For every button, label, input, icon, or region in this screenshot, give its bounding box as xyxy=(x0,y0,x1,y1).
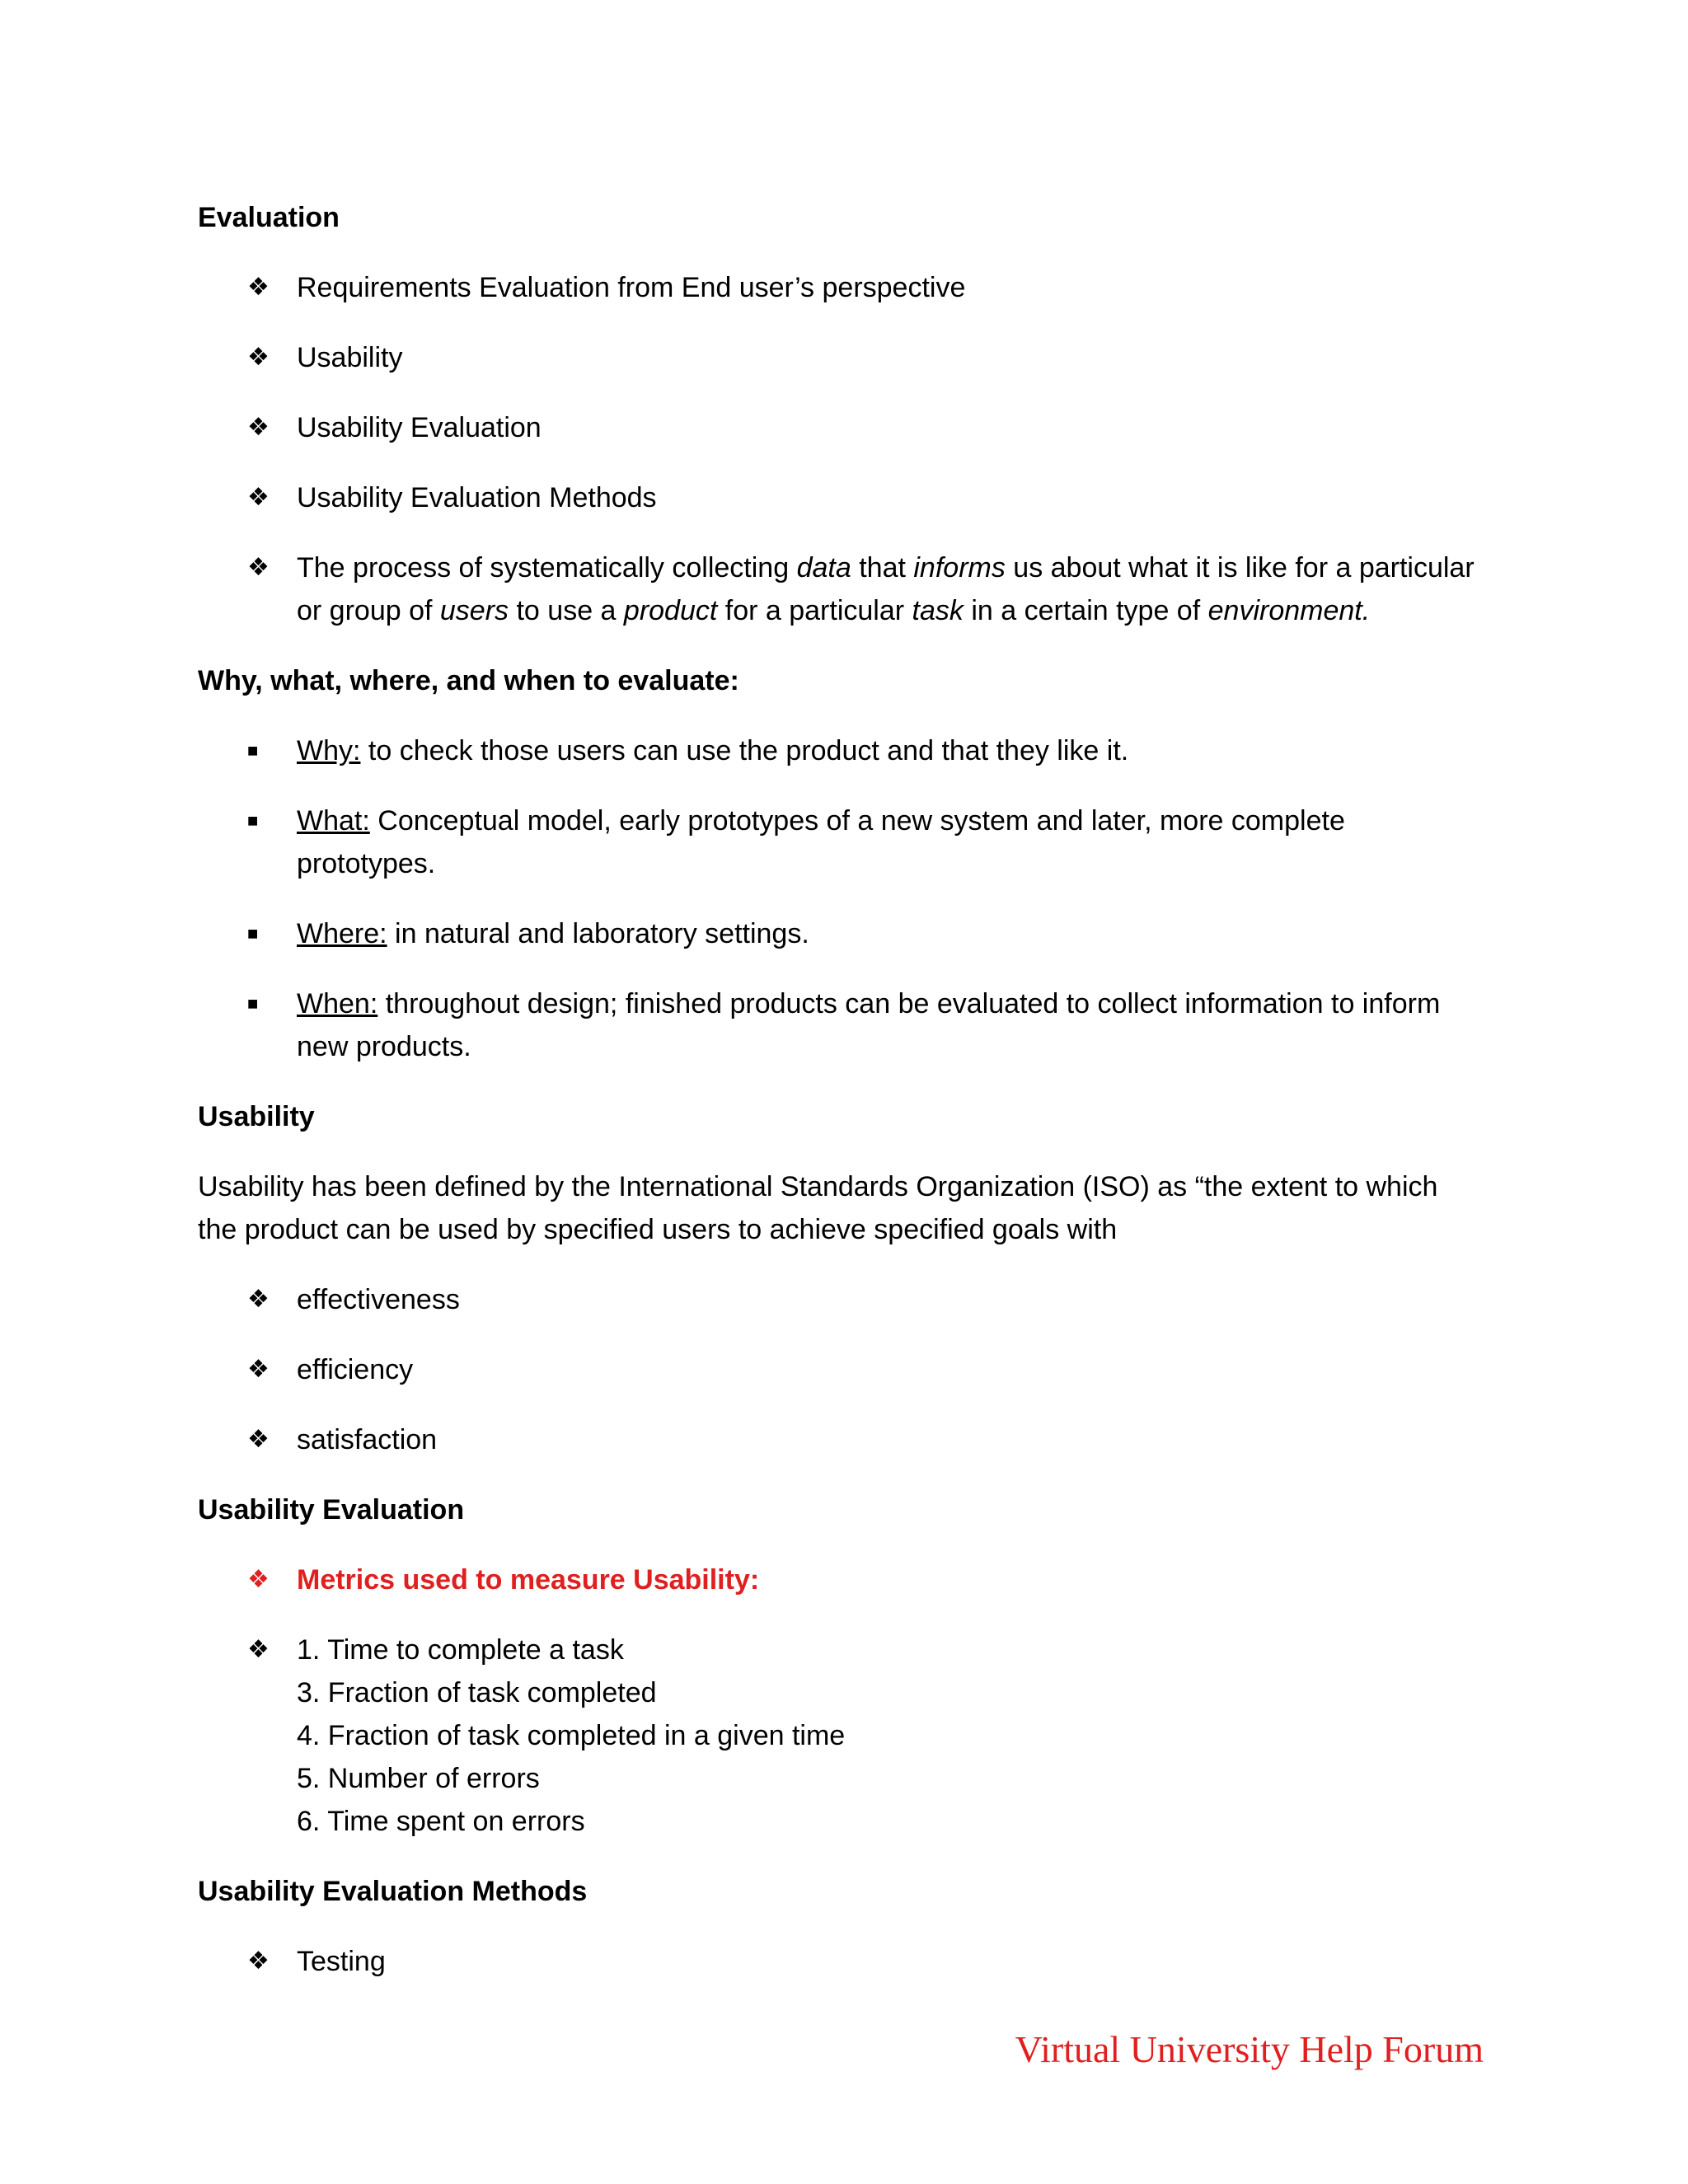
square-bullet-icon: ■ xyxy=(247,923,259,944)
metric-line: 5. Number of errors xyxy=(297,1763,540,1794)
diamond-bullet-icon: ❖ xyxy=(247,1636,270,1663)
diamond-bullet-icon: ❖ xyxy=(247,554,270,581)
list-item-text: Usability Evaluation xyxy=(297,412,542,443)
metrics-label-item xyxy=(198,1558,1484,1601)
evaluation-list xyxy=(198,266,1484,632)
evaluation-definition-item xyxy=(198,546,1484,632)
square-bullet-icon: ■ xyxy=(247,740,259,761)
heading-usability-evaluation-methods: Usability Evaluation Methods xyxy=(198,1876,588,1907)
list-item-text: to check those users can use the product and that they like it. xyxy=(360,735,1129,766)
list-item-text: Usability xyxy=(297,342,403,373)
list-item xyxy=(198,266,1484,309)
metric-line: 1. Time to complete a task xyxy=(297,1634,624,1666)
list-item-text: Requirements Evaluation from End user’s perspective xyxy=(297,272,966,303)
list-item-text: Usability Evaluation Methods xyxy=(297,482,657,513)
definition-text: The process of systematically collecting data that informs us about what it is like for a particular or group of users to use a product for a particular task in a certain type of environment. xyxy=(297,552,1475,626)
list-item-text: in natural and laboratory settings. xyxy=(387,918,809,949)
list-item xyxy=(198,476,1484,519)
heading-usability-evaluation: Usability Evaluation xyxy=(198,1494,465,1526)
square-bullet-icon: ■ xyxy=(247,810,259,831)
footer-watermark: Virtual University Help Forum xyxy=(1015,2028,1484,2070)
square-bullet-icon: ■ xyxy=(247,993,259,1014)
diamond-bullet-icon: ❖ xyxy=(247,274,270,301)
list-item-text: Conceptual model, early prototypes of a new system and later, more complete prototypes. xyxy=(297,805,1345,879)
metric-line: 3. Fraction of task completed xyxy=(297,1677,657,1708)
list-item-text: efficiency xyxy=(297,1354,414,1385)
diamond-bullet-icon: ❖ xyxy=(247,1947,270,1975)
metric-line: 4. Fraction of task completed in a given time xyxy=(297,1720,846,1751)
metrics-list-item xyxy=(198,1629,1484,1843)
diamond-bullet-icon: ❖ xyxy=(247,1286,270,1313)
usability-paragraph: Usability has been defined by the International Standards Organization (ISO) as “the extent to which the product can be used by specified users to achieve specified goals with xyxy=(198,1171,1438,1245)
diamond-bullet-icon: ❖ xyxy=(247,414,270,441)
list-item-text: throughout design; finished products can be evaluated to collect information to inform new products. xyxy=(297,988,1441,1062)
usability-evaluation-list xyxy=(198,1558,1484,1843)
list-item xyxy=(198,1418,1484,1461)
list-item-label: Where: xyxy=(297,918,387,949)
diamond-bullet-icon: ❖ xyxy=(247,484,270,511)
heading-why-what-where-when: Why, what, where, and when to evaluate: xyxy=(198,665,739,696)
list-item xyxy=(198,1348,1484,1391)
usability-list xyxy=(198,1278,1484,1461)
list-item xyxy=(198,1278,1484,1321)
list-item-label: Why: xyxy=(297,735,361,766)
list-item xyxy=(198,406,1484,449)
list-item-text: Testing xyxy=(297,1946,386,1977)
list-item xyxy=(198,336,1484,379)
document-content xyxy=(198,196,1484,2010)
list-item-text: satisfaction xyxy=(297,1424,438,1455)
diamond-bullet-icon: ❖ xyxy=(247,1566,270,1593)
list-item xyxy=(198,799,1484,885)
why-list xyxy=(198,729,1484,1068)
diamond-bullet-icon: ❖ xyxy=(247,344,270,371)
diamond-bullet-icon: ❖ xyxy=(247,1426,270,1453)
list-item-label: What: xyxy=(297,805,370,837)
list-item-text: effectiveness xyxy=(297,1284,460,1315)
methods-list xyxy=(198,1940,1484,1983)
list-item-label: When: xyxy=(297,988,378,1019)
list-item xyxy=(198,912,1484,955)
list-item xyxy=(198,982,1484,1068)
heading-usability: Usability xyxy=(198,1101,315,1132)
metric-line: 6. Time spent on errors xyxy=(297,1806,585,1837)
metrics-label: Metrics used to measure Usability: xyxy=(297,1564,760,1596)
diamond-bullet-icon: ❖ xyxy=(247,1356,270,1383)
heading-evaluation: Evaluation xyxy=(198,202,340,233)
list-item xyxy=(198,1940,1484,1983)
list-item xyxy=(198,729,1484,772)
